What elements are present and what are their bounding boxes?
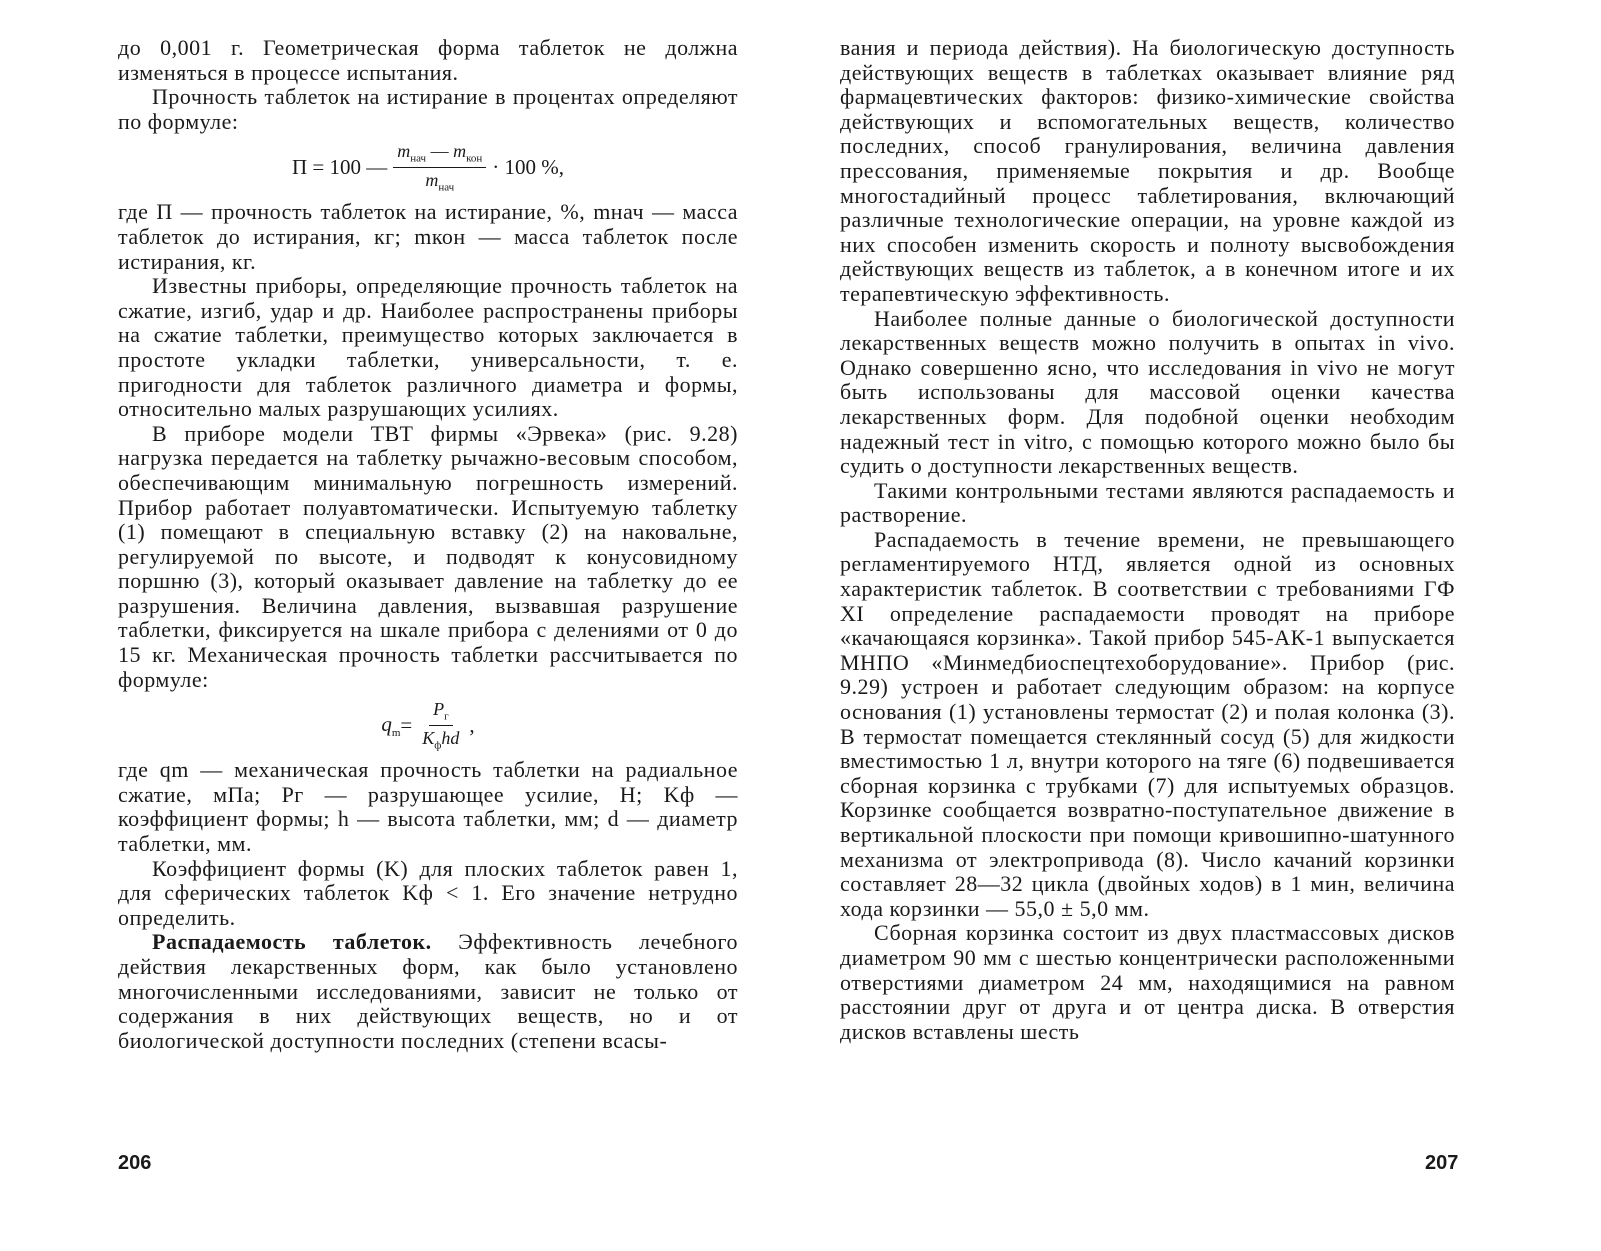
paragraph: В приборе модели ТВТ фирмы «Эрвека» (рис. 9.28) нагрузка передается на таблетку рычажно-весовым способом, обеспечивающим минимальную погрешность измерений. Прибор работает полуавтоматически. Испытуемую таблетку (1) помещают в специальную вставку (2) на наковальне, регулируемой по высоте, и подводят к конусовидному поршню (3), который оказывает давление на таблетку до ее разрушения. Величина давления, вызвавшая разрушение таблетки, фиксируется на шкале прибора с делениями от 0 до 15 кг. Механическая прочность таблетки рассчитывается по формуле: bbox=[118, 420, 738, 692]
paragraph: где П — прочность таблеток на истирание, %, mнач — масса таблеток до истирания, кг; mкон — масса таблеток после истирания, кг. bbox=[118, 199, 738, 274]
paragraph: Наиболее полные данные о биологической доступности лекарственных веществ можно получить в опытах in vivo. Однако совершенно ясно, что исследования in vivo не могут быть использованы для массовой оценки качества лекарственных форм. Для подобной оценки необходим надежный тест in vitro, с помощью которого можно было бы судить о доступности лекарственных веществ. bbox=[840, 305, 1455, 479]
formula-lhs: $q_m$ bbox=[381, 711, 401, 739]
page-number-left: 206 bbox=[118, 1152, 152, 1174]
right-page bbox=[840, 36, 1455, 1044]
page-number-right: 207 bbox=[1425, 1152, 1459, 1174]
paragraph: где qm — механическая прочность таблетки на радиальное сжатие, мПа; Pг — разрушающее усилие, Н; Kф — коэффициент формы; h — высота таблетки, мм; d — диаметр таблетки, мм. bbox=[118, 757, 738, 857]
formula-rhs: · 100 %, bbox=[492, 154, 565, 179]
formula-lhs: П = 100 — bbox=[291, 154, 388, 179]
paragraph: Коэффициент формы (K) для плоских таблеток равен 1, для сферических таблеток Kф < 1. Его значение нетрудно определить. bbox=[118, 855, 738, 930]
paragraph: Сборная корзинка состоит из двух пластмассовых дисков диаметром 90 мм с шестью концентрически расположенными отверстиями диаметром 24 мм, находящимися на равном расстоянии друг от друга и от центра диска. В отверстия дисков вставлены шесть bbox=[840, 920, 1455, 1044]
formula-numerator: $m_{нач}$ — $m_{кон}$ bbox=[393, 141, 486, 168]
formula-denominator: $K_фhd$ bbox=[422, 727, 460, 752]
strength-formula bbox=[118, 692, 738, 758]
abrasion-formula bbox=[118, 134, 738, 200]
formula-fraction bbox=[393, 141, 486, 193]
formula-rhs: , bbox=[469, 712, 475, 737]
formula-denominator: $m_{нач}$ bbox=[425, 169, 455, 194]
paragraph: вания и периода действия). На биологическую доступность действующих веществ в таблетках оказывает влияние ряд фармацевтических факторов: физико-химические свойства действующих и вспомогательных веществ, количество последних, способ гранулирования, величина давления прессования, применяемые покрытия и др. Вообще многостадийный процесс таблетирования, включающий различные технологические операции, на уровне каждой из них способен изменить скорость и полноту высвобождения действующих веществ из таблеток, а в конечном итоге и их терапевтическую эффективность. bbox=[840, 35, 1455, 306]
paragraph: Известны приборы, определяющие прочность таблеток на сжатие, изгиб, удар и др. Наиболее распространены приборы на сжатие таблетки, преимущество которых заключается в простоте укладки таблетки, универсальности, т. е. пригодности для таблеток различного диаметра и формы, относительно малых разрушающих усилиях. bbox=[118, 273, 738, 422]
paragraph: Прочность таблеток на истирание в процентах определяют по формуле: bbox=[118, 84, 738, 134]
left-page bbox=[118, 36, 738, 1053]
formula-equals: = bbox=[400, 712, 413, 737]
paragraph: Такими контрольными тестами являются распадаемость и растворение. bbox=[840, 477, 1455, 528]
paragraph: до 0,001 г. Геометрическая форма таблеток не должна изменяться в процессе испытания. bbox=[118, 35, 738, 85]
section-heading: Распадаемость таблеток. bbox=[152, 929, 432, 955]
formula-fraction bbox=[418, 699, 463, 751]
paragraph: Распадаемость таблеток. Эффективность лечебного действия лекарственных форм, как было установлено многочисленными исследованиями, зависит не только от содержания в них действующих веществ, но и от биологической доступности последних (степени всасы- bbox=[118, 929, 739, 1053]
paragraph: Распадаемость в течение времени, не превышающего регламентируемого НТД, является одной из основных характеристик таблеток. В соответствии с требованиями ГФ XI определение распадаемости проводят на приборе «качающаяся корзинка». Такой прибор 545-АК-1 выпускается МНПО «Минмедбиоспецтехоборудование». Прибор (рис. 9.29) устроен и работает следующим образом: на корпусе основания (1) установлены термостат (2) и полая колонка (3). В термостат помещается стеклянный сосуд (5) для жидкости вместимостью 1 л, внутри которого на тяге (6) подвешивается сборная корзинка с трубками (7) для испытуемых образцов. Корзинке сообщается возвратно-поступательное движение в вертикальной плоскости при помощи кривошипно-шатунного механизма от электропривода (8). Число качаний корзинки составляет 28—32 цикла (двойных ходов) в 1 мин, величина хода корзинки — 55,0 ± 5,0 мм. bbox=[840, 526, 1455, 921]
formula-numerator: $P_г$ bbox=[429, 699, 453, 726]
